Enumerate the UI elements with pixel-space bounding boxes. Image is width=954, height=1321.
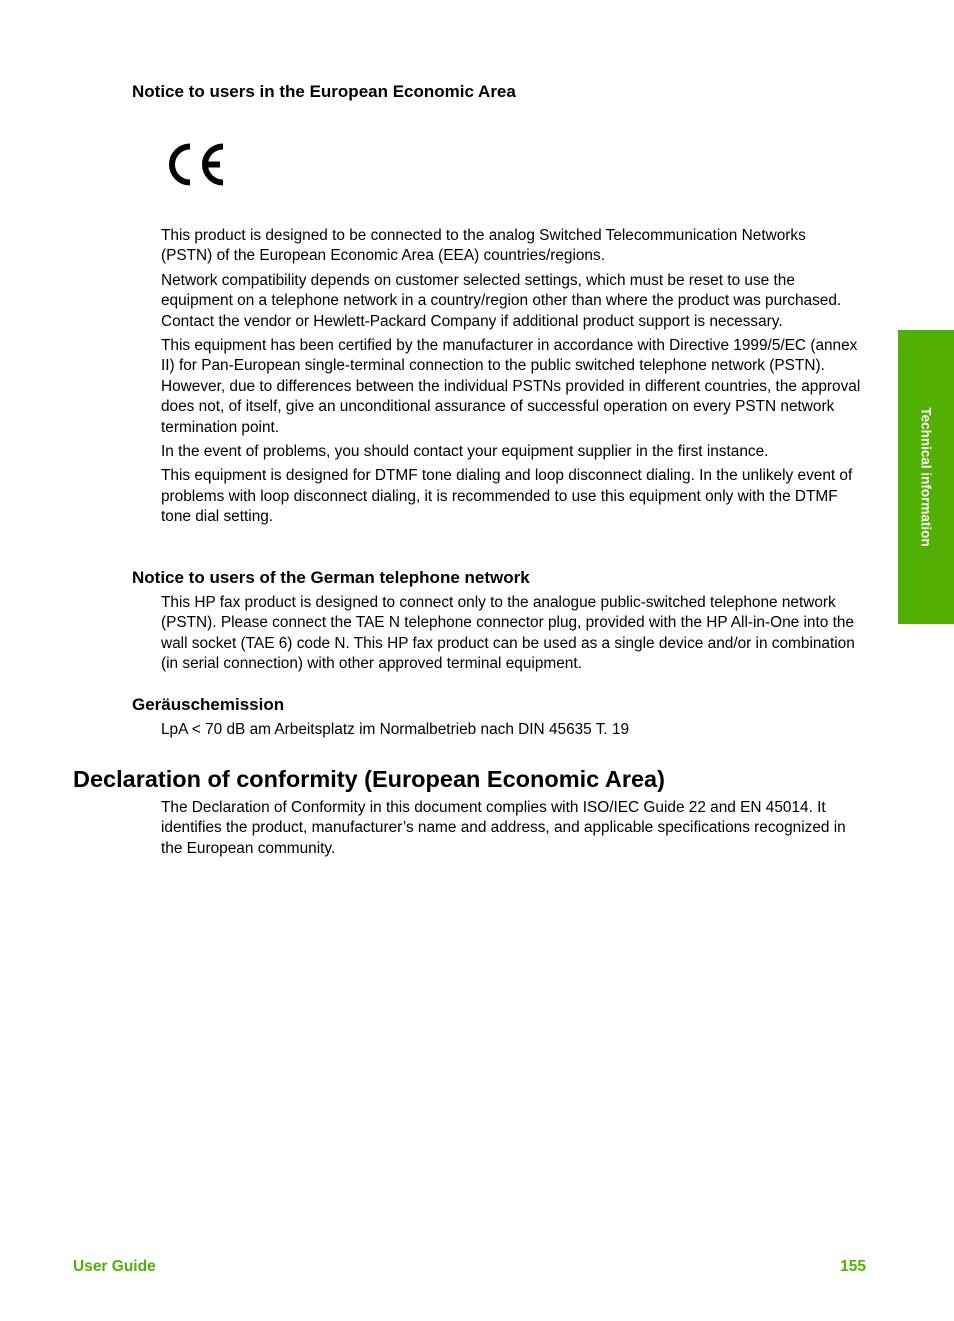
noise-emission-body (161, 720, 861, 744)
side-tab-technical-information (898, 330, 954, 624)
footer-page-number: 155 (840, 1258, 866, 1275)
german-notice-body (161, 593, 861, 679)
ce-mark-icon (164, 141, 228, 188)
paragraph: This equipment is designed for DTMF tone dialing and loop disconnect dialing. In the unlikely event of problems with loop disconnect dialing, it is recommended to use this equipment only with the DTMF tone dial setting. (161, 467, 853, 526)
paragraph: Network compatibility depends on customer selected settings, which must be reset to use the equipment on a telephone network in a country/region other than where the product was purchased. Contact the vendor or Hewlett-Packard Company if additional product support is necessary. (161, 271, 842, 330)
paragraph: This HP fax product is designed to connect only to the analogue public-switched telephone network (PSTN). Please connect the TAE N telephone connector plug, provided with the HP All-in-One into the wall socket (TAE 6) code N. This HP fax product can be used as a single device and/or in combination (in serial connection) with other approved terminal equipment. (161, 594, 855, 673)
paragraph: This product is designed to be connected to the analog Switched Telecommunication Networks (PSTN) of the European Economic Area (EEA) countries/regions. (161, 227, 806, 265)
heading-german-notice: Notice to users of the German telephone network (132, 568, 530, 587)
paragraph: This equipment has been certified by the manufacturer in accordance with Directive 1999/5/EC (annex II) for Pan-European single-terminal connection to the public switched telephone network (PSTN). However, due to differences between the individual PSTNs provided in different countries, the approval does not, of itself, give an unconditional assurance of successful operation on every PSTN network termination point. (161, 337, 861, 436)
eea-notice-body (161, 226, 861, 532)
heading-eea-notice: Notice to users in the European Economic Area (132, 82, 516, 101)
side-tab-label: Technical information (918, 407, 934, 547)
heading-declaration-of-conformity: Declaration of conformity (European Economic Area) (73, 766, 665, 792)
declaration-body (161, 798, 861, 863)
paragraph: The Declaration of Conformity in this document complies with ISO/IEC Guide 22 and EN 45014. It identifies the product, manufacturer’s name and address, and applicable specifications recognized in the European community. (161, 799, 846, 857)
paragraph: In the event of problems, you should contact your equipment supplier in the first instance. (161, 443, 769, 461)
footer-document-title: User Guide (73, 1258, 156, 1275)
heading-noise-emission: Geräuschemission (132, 695, 285, 714)
paragraph: LpA < 70 dB am Arbeitsplatz im Normalbetrieb nach DIN 45635 T. 19 (161, 721, 630, 738)
